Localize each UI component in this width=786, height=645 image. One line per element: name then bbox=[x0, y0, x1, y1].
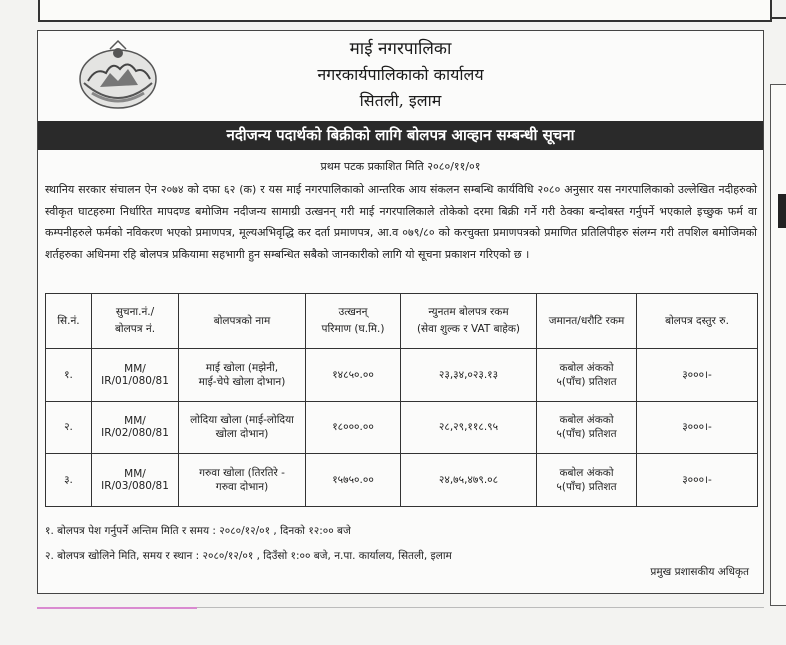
row-sn: १. bbox=[46, 349, 92, 402]
row-deposit: कबोल अंकको ५(पाँच) प्रतिशत bbox=[537, 454, 637, 507]
previous-notice-edge bbox=[38, 0, 772, 22]
row-tender-fee: ३०००।- bbox=[637, 454, 758, 507]
row-minimum-amount: २४,७५,४७९.०८ bbox=[401, 454, 537, 507]
tender-table bbox=[45, 293, 758, 507]
header-sn: सि.नं. bbox=[46, 294, 92, 349]
header-tender-name: बोलपत्रको नाम bbox=[179, 294, 306, 349]
row-tender-fee: ३०००।- bbox=[637, 349, 758, 402]
row-minimum-amount: २३,३४,०२३.१३ bbox=[401, 349, 537, 402]
table-row bbox=[46, 349, 758, 402]
office-name: नगरकार्यपालिकाको कार्यालय bbox=[317, 65, 484, 84]
row-deposit: कबोल अंकको ५(पाँच) प्रतिशत bbox=[537, 401, 637, 454]
divider-line bbox=[770, 17, 786, 19]
row-tender-id: MM/ IR/02/080/81 bbox=[92, 401, 179, 454]
office-location: सितली, इलाम bbox=[359, 91, 442, 110]
signature-title: प्रमुख प्रशासकीय अधिकृत bbox=[650, 566, 749, 578]
publication-date: प्रथम पटक प्रकाशित मिति २०८०/११/०१ bbox=[320, 160, 481, 173]
notice-body: स्थानिय सरकार संचालन ऐन २०७४ को दफा ६२ (क) र यस माई नगरपालिकाको आन्तरिक आय संकलन सम्बन्धि कार्यविधि २०८० अनुसार यस नगरपालिकाको उल्लेखित नदीहरुको स्वीकृत घाटहरुमा निर्धारित मापदण्ड बमोजिम नदीजन्य सामाग्री उत्खनन् गरी माई नगरपालिकाले तोकेको दरमा बिक्री गर्ने गरी ठेक्का बन्दोबस्त गर्नुपर्ने भएकाले इच्छुक फर्म वा कम्पनीहरुले फर्मको नविकरण भएको प्रमाणपत्र, मूल्यअभिवृद्धि कर दर्ता प्रमाणपत्र, आ.व ०७९/८० को करचुक्ता प्रमाणपत्रको प्रमाणित प्रतिलिपीहरु संलग्न गरी तपशिल बमोजिमको शर्तहरुका अधिनमा रहि बोलपत्र प्रकियामा सहभागी हुन सम्बन्धित सबैको जानकारीको लागि यो सूचना प्रकाशन गरिएको छ । bbox=[45, 183, 757, 261]
row-tender-id: MM/ IR/03/080/81 bbox=[92, 454, 179, 507]
header-minimum-amount: न्युनतम बोलपत्र रकम (सेवा शुल्क र VAT बाहेक) bbox=[401, 294, 537, 349]
table-row bbox=[46, 401, 758, 454]
table-row bbox=[46, 454, 758, 507]
row-deposit: कबोल अंकको ५(पाँच) प्रतिशत bbox=[537, 349, 637, 402]
row-tender-id: MM/ IR/01/080/81 bbox=[92, 349, 179, 402]
row-tender-name: गरुवा खोला (तिरतिरे - गरुवा दोभान) bbox=[179, 454, 306, 507]
row-minimum-amount: २८,२९,११८.९५ bbox=[401, 401, 537, 454]
page-divider bbox=[197, 607, 764, 608]
notice-title-banner: नदीजन्य पदार्थको बिक्रीको लागि बोलपत्र आव्हान सम्बन्धी सूचना bbox=[38, 121, 763, 150]
row-tender-fee: ३०००।- bbox=[637, 401, 758, 454]
accent-underline bbox=[37, 607, 197, 609]
header-notice-number: सुचना.नं./ बोलपत्र नं. bbox=[92, 294, 179, 349]
row-tender-name: लोदिया खोला (माई-लोदिया खोला दोभान) bbox=[179, 401, 306, 454]
tender-notice bbox=[37, 30, 764, 594]
adjacent-notice-edge bbox=[770, 84, 786, 606]
adjacent-dark-block bbox=[778, 194, 786, 228]
note-opening-details: २. बोलपत्र खोलिने मिति, समय र स्थान : २०८०/१२/०१ , दिउँसो १:०० बजे, न.पा. कार्यालय, सितली, इलाम bbox=[45, 550, 452, 562]
header-tender-fee: बोलपत्र दस्तुर रु. bbox=[637, 294, 758, 349]
table-header-row bbox=[46, 294, 758, 349]
row-tender-name: माई खोला (मझेनी, माई-चेपे खोला दोभान) bbox=[179, 349, 306, 402]
municipality-name: माई नगरपालिका bbox=[349, 39, 452, 59]
header-quantity: उत्खनन् परिमाण (घ.मि.) bbox=[306, 294, 401, 349]
notes-list bbox=[45, 519, 452, 569]
row-quantity: १५७५०.०० bbox=[306, 454, 401, 507]
row-quantity: १४८५०.०० bbox=[306, 349, 401, 402]
row-sn: ३. bbox=[46, 454, 92, 507]
note-submission-deadline: १. बोलपत्र पेश गर्नुपर्ने अन्तिम मिति र समय : २०८०/१२/०१ , दिनको १२:०० बजे bbox=[45, 525, 351, 537]
header-deposit: जमानत/धरौटि रकम bbox=[537, 294, 637, 349]
row-quantity: १८०००.०० bbox=[306, 401, 401, 454]
row-sn: २. bbox=[46, 401, 92, 454]
